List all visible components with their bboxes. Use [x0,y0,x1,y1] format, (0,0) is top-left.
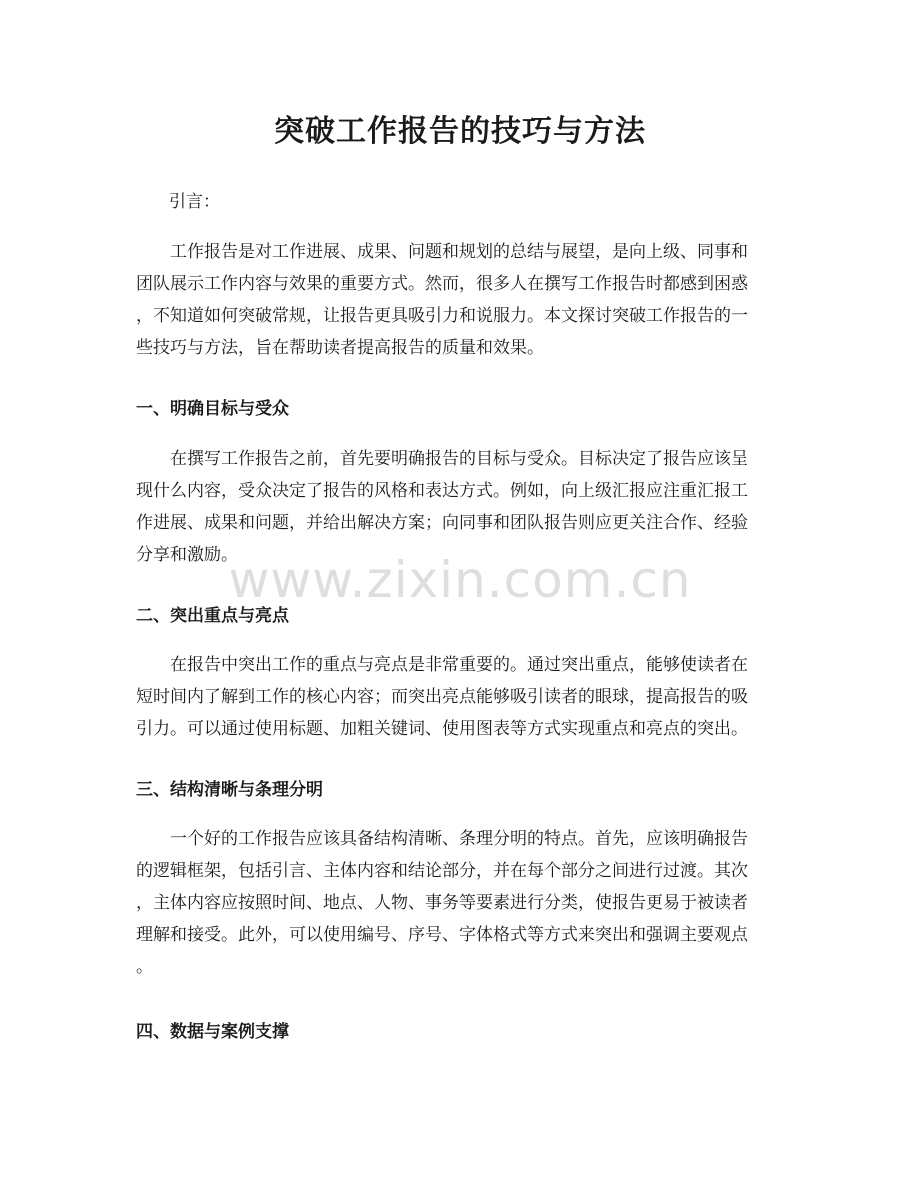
section-heading-1: 一、明确目标与受众 [136,399,289,419]
intro-paragraph [136,236,784,364]
page-title: 突破工作报告的技巧与方法 [274,114,646,149]
section-2-paragraph [136,649,784,745]
paragraph-line: 些技巧与方法，旨在帮助读者提高报告的质量和效果。 [136,338,544,358]
paragraph-line: 在撰写工作报告之前，首先要明确报告的目标与受众。目标决定了报告应该呈 [170,449,748,469]
paragraph-line: ，不知道如何突破常规，让报告更具吸引力和说服力。本文探讨突破工作报告的一 [136,306,748,326]
section-heading-4: 四、数据与案例支撑 [136,1022,289,1042]
section-heading-2: 二、突出重点与亮点 [136,606,289,626]
section-1-paragraph [136,443,784,571]
paragraph-line: 分享和激励。 [136,545,238,565]
paragraph-line: 理解和接受。此外，可以使用编号、序号、字体格式等方式来突出和强调主要观点 [136,925,748,945]
section-heading-3: 三、结构清晰与条理分明 [136,780,323,800]
paragraph-line: ，主体内容应按照时间、地点、人物、事务等要素进行分类，使报告更易于被读者 [136,893,748,913]
paragraph-line: 短时间内了解到工作的核心内容；而突出亮点能够吸引读者的眼球，提高报告的吸 [136,687,748,707]
paragraph-line: 在报告中突出工作的重点与亮点是非常重要的。通过突出重点，能够使读者在 [170,655,748,675]
paragraph-line: 现什么内容，受众决定了报告的风格和表达方式。例如，向上级汇报应注重汇报工 [136,481,748,501]
paragraph-line: 引力。可以通过使用标题、加粗关键词、使用图表等方式实现重点和亮点的突出。 [136,719,748,739]
paragraph-line: 工作报告是对工作进展、成果、问题和规划的总结与展望，是向上级、同事和 [170,242,748,262]
paragraph-line: 一个好的工作报告应该具备结构清晰、条理分明的特点。首先，应该明确报告 [170,829,748,849]
paragraph-line: 团队展示工作内容与效果的重要方式。然而，很多人在撰写工作报告时都感到困惑 [136,274,748,294]
intro-label: 引言： [169,192,220,212]
watermark: www.zixin.com.cn [228,551,692,609]
paragraph-line: 。 [136,957,153,977]
paragraph-line: 作进展、成果和问题，并给出解决方案；向同事和团队报告则应更关注合作、经验 [136,513,748,533]
section-3-paragraph [136,823,784,983]
paragraph-line: 的逻辑框架，包括引言、主体内容和结论部分，并在每个部分之间进行过渡。其次 [136,861,748,881]
